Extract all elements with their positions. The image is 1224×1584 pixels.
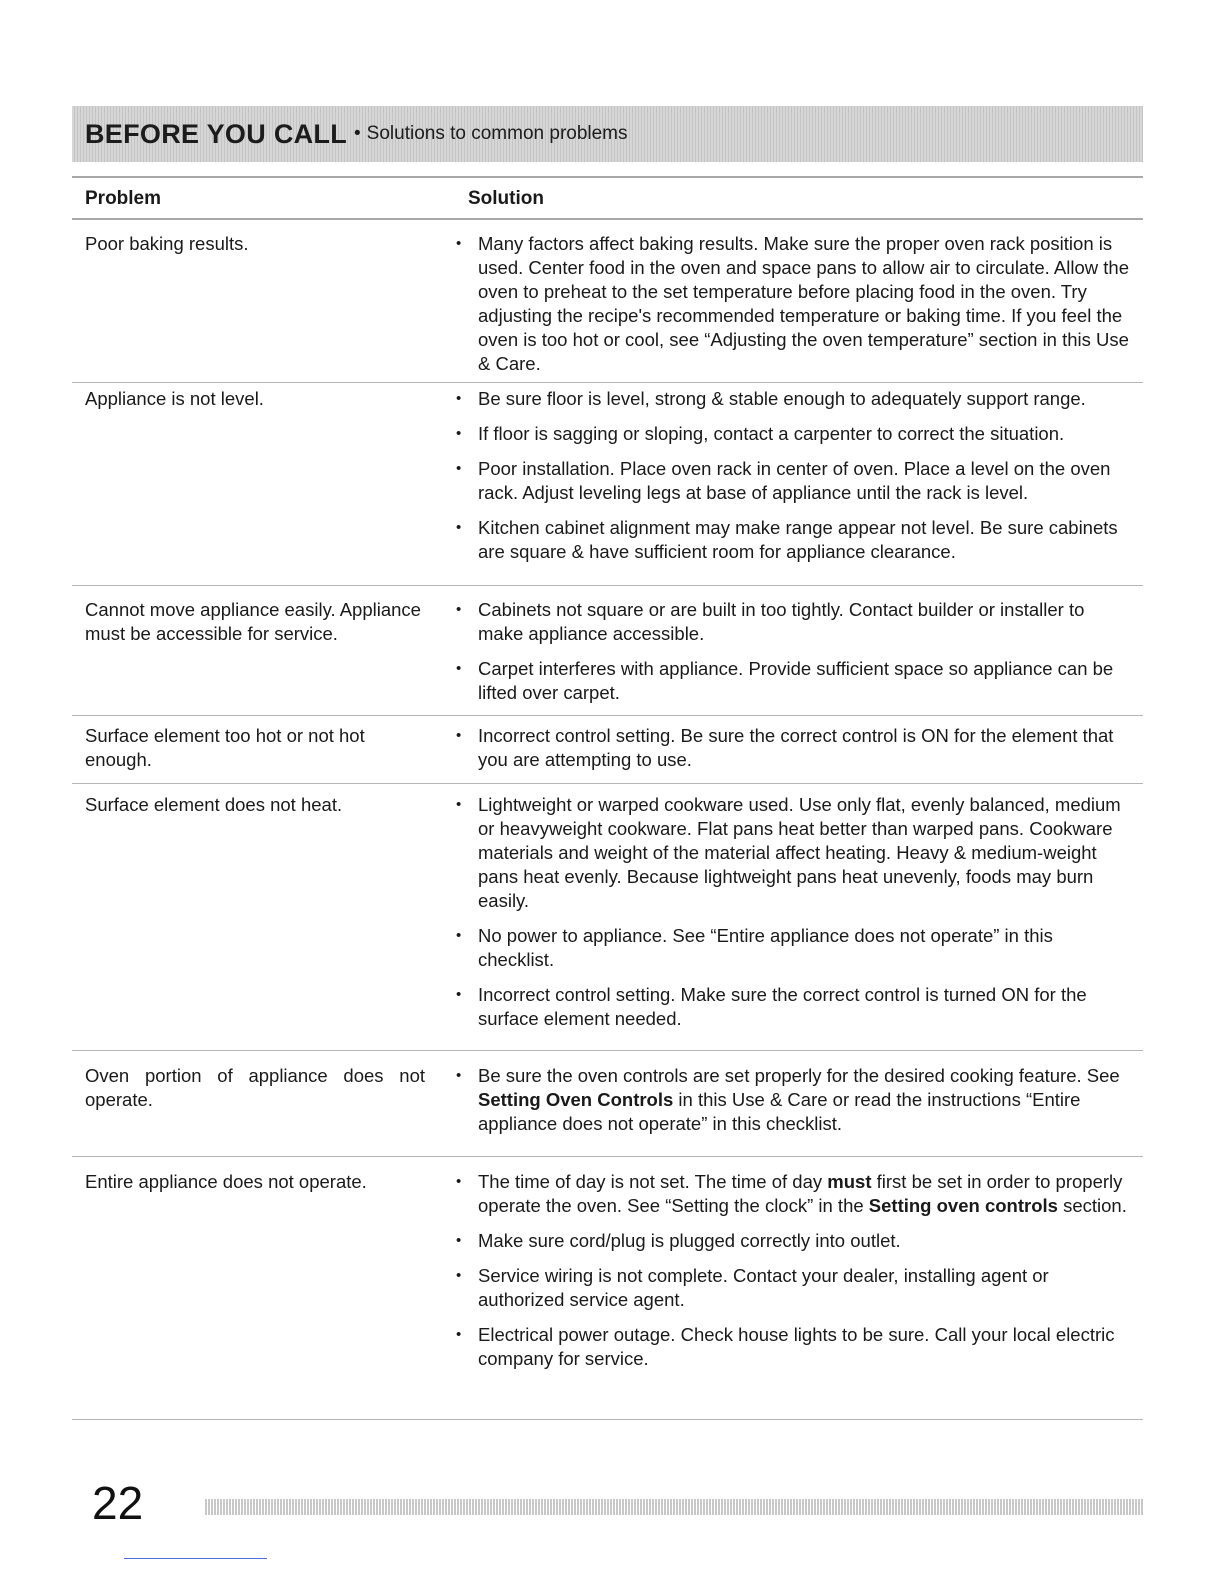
solution-item: • Carpet interferes with appliance. Provide sufficient space so appliance can be lifted over carpet. [456,657,1131,705]
solution-item: • Incorrect control setting. Be sure the correct control is ON for the element that you are attempting to use. [456,724,1131,772]
table-row [72,1051,1143,1157]
problem-text: Poor baking results. [85,233,249,254]
solution-item: • Cabinets not square or are built in too tightly. Contact builder or installer to make appliance accessible. [456,598,1131,646]
table-row [72,383,1143,586]
solution-item: • Poor installation. Place oven rack in center of oven. Place a level on the oven rack. Adjust leveling legs at base of appliance until the rack is level. [456,457,1131,505]
solution-list [456,387,1131,575]
solution-list [456,1064,1131,1147]
problem-text: Surface element too hot or not hot enough. [85,725,365,770]
problem-column-header: Problem [85,188,162,209]
table-row [72,220,1143,383]
table-row [72,586,1143,716]
table-header [72,176,1143,220]
decorative-underline [124,1558,267,1559]
solution-item: • Be sure floor is level, strong & stable enough to adequately support range. [456,387,1131,411]
banner-separator: • [354,123,361,144]
problem-text: Oven portion of appliance does not operate. [85,1065,425,1110]
solution-item: • Kitchen cabinet alignment may make range appear not level. Be sure cabinets are square & have sufficient room for appliance clearance. [456,516,1131,564]
solution-list [456,232,1131,387]
problem-text: Surface element does not heat. [85,794,343,815]
solution-item: • Be sure the oven controls are set properly for the desired cooking feature. See Setting Oven Controls in this Use & Care or read the instructions “Entire appliance does not operate” in this checklist. [456,1064,1131,1136]
solution-item: • Incorrect control setting. Make sure the correct control is turned ON for the surface element needed. [456,983,1131,1031]
problem-text: Appliance is not level. [85,388,264,409]
banner-subtitle: Solutions to common problems [366,123,628,144]
table-row [72,784,1143,1051]
solution-item: • If floor is sagging or sloping, contact a carpenter to correct the situation. [456,422,1131,446]
solution-item: • No power to appliance. See “Entire appliance does not operate” in this checklist. [456,924,1131,972]
banner-title: BEFORE YOU CALL [85,118,348,149]
table-row [72,716,1143,784]
solution-item: • Service wiring is not complete. Contact your dealer, installing agent or authorized service agent. [456,1264,1131,1312]
troubleshooting-table [72,176,1143,1420]
section-banner [72,106,1143,162]
solution-item: • Electrical power outage. Check house lights to be sure. Call your local electric company for service. [456,1323,1131,1371]
problem-text: Entire appliance does not operate. [85,1171,367,1192]
solution-list [456,724,1131,783]
footer-decorative-bar [205,1499,1143,1515]
solution-list [456,793,1131,1042]
solution-item: • Many factors affect baking results. Make sure the proper oven rack position is used. Center food in the oven and space pans to allow air to circulate. Allow the oven to preheat to the set temperature before placing food in the oven. Try adjusting the recipe's recommended temperature or baking time. If you feel the oven is too hot or cool, see “Adjusting the oven temperature” section in this Use & Care. [456,232,1131,376]
solution-list [456,1170,1131,1382]
solution-list [456,598,1131,716]
table-row [72,1157,1143,1420]
solution-item: • Make sure cord/plug is plugged correctly into outlet. [456,1229,1131,1253]
solution-item: • Lightweight or warped cookware used. Use only flat, evenly balanced, medium or heavyweight cookware. Flat pans heat better than warped pans. Cookware materials and weight of the material affect heating. Heavy & medium-weight pans heat evenly. Because lightweight pans heat unevenly, foods may burn easily. [456,793,1131,913]
problem-text: Cannot move appliance easily. Appliance must be accessible for service. [85,599,421,644]
solution-column-header: Solution [468,188,544,209]
solution-item: • The time of day is not set. The time of day must first be set in order to properly operate the oven. See “Setting the clock” in the Setting oven controls section. [456,1170,1131,1218]
page-number: 22 [92,1477,144,1529]
